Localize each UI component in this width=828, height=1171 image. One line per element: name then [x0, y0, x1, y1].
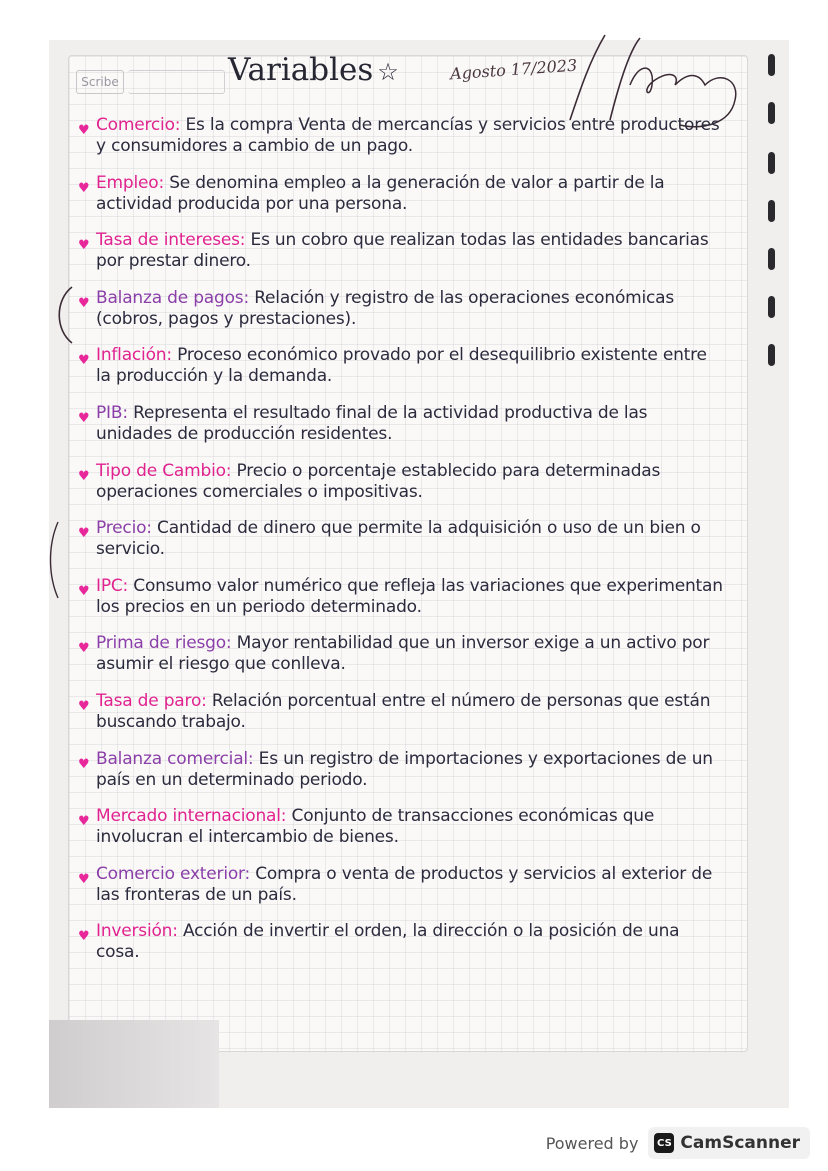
- definition: Mayor rentabilidad que un inversor exige a un activo por asumir el riesgo que conlleva.: [96, 633, 710, 675]
- heart-bullet-icon: ♥: [78, 871, 90, 887]
- heart-bullet-icon: ♥: [78, 698, 90, 714]
- term: IPC:: [96, 575, 129, 596]
- list-item: [78, 345, 728, 403]
- list-item: [78, 921, 728, 979]
- heart-bullet-icon: ♥: [78, 180, 90, 196]
- page-title: [228, 52, 399, 88]
- binder-rings: [764, 48, 784, 368]
- definition: Cantidad de dinero que permite la adquisición o uso de un bien o servicio.: [96, 518, 701, 560]
- definition: Compra o venta de productos y servicios al exterior de las fronteras de un país.: [96, 863, 713, 905]
- list-item: [78, 576, 728, 634]
- date-text: Agosto 17/2023: [449, 55, 578, 84]
- definition: Relación porcentual entre el número de personas que están buscando trabajo.: [96, 690, 711, 732]
- term: Balanza comercial:: [96, 748, 254, 769]
- definition: Es un registro de importaciones y exportaciones de un país en un determinado periodo.: [96, 748, 713, 790]
- list-item: [78, 173, 728, 231]
- heart-bullet-icon: ♥: [78, 929, 90, 945]
- definition: Es la compra Venta de mercancías y servicios entre productores y consumidores a cambio de un pago.: [96, 115, 720, 156]
- term: Tasa de intereses:: [96, 230, 246, 251]
- term: Balanza de pagos:: [96, 287, 249, 308]
- term: Prima de riesgo:: [96, 633, 232, 654]
- heart-bullet-icon: ♥: [78, 641, 90, 657]
- list-item: [78, 230, 728, 288]
- list-item: [78, 864, 728, 922]
- star-icon: ☆: [377, 58, 399, 86]
- list-item: [78, 403, 728, 461]
- list-item: [78, 288, 728, 346]
- camscanner-logo-icon: CS: [654, 1133, 674, 1153]
- heart-bullet-icon: ♥: [78, 526, 90, 542]
- definition: Acción de invertir el orden, la dirección o la posición de una cosa.: [96, 921, 680, 963]
- scan-shadow: [49, 1020, 219, 1108]
- camscanner-brand-name: CamScanner: [680, 1133, 800, 1153]
- heart-bullet-icon: ♥: [78, 123, 90, 138]
- term: Mercado internacional:: [96, 806, 287, 827]
- heart-bullet-icon: ♥: [78, 583, 90, 599]
- definition: Precio o porcentaje establecido para determinadas operaciones comerciales o impositivas.: [96, 460, 661, 502]
- heart-bullet-icon: ♥: [78, 756, 90, 772]
- list-item: [78, 518, 728, 576]
- heart-bullet-icon: ♥: [78, 410, 90, 426]
- list-item: [78, 633, 728, 691]
- term: Comercio:: [96, 115, 181, 135]
- list-item: [78, 461, 728, 519]
- heart-bullet-icon: ♥: [78, 468, 90, 484]
- list-item: [78, 691, 728, 749]
- definition: Conjunto de transacciones económicas que involucran el intercambio de bienes.: [96, 806, 655, 848]
- margin-line: [40, 520, 70, 600]
- list-item: [78, 806, 728, 864]
- list-item: [78, 749, 728, 807]
- term: Empleo:: [96, 172, 165, 193]
- camscanner-footer: [546, 1127, 810, 1159]
- title-text: Variables: [228, 52, 374, 88]
- camscanner-badge[interactable]: [648, 1127, 810, 1159]
- term: Precio:: [96, 518, 152, 539]
- title-box: [128, 70, 225, 94]
- heart-bullet-icon: ♥: [78, 295, 90, 311]
- definitions-list: [78, 115, 728, 979]
- heart-bullet-icon: ♥: [78, 814, 90, 830]
- definition: Se denomina empleo a la generación de valor a partir de la actividad producida por una persona.: [96, 172, 665, 214]
- term: Inversión:: [96, 921, 178, 942]
- scribe-label: Scribe: [76, 70, 124, 94]
- term: PIB:: [96, 402, 128, 423]
- heart-bullet-icon: ♥: [78, 353, 90, 369]
- definition: Representa el resultado final de la actividad productiva de las unidades de producción residentes.: [96, 402, 648, 444]
- definition: Es un cobro que realizan todas las entidades bancarias por prestar dinero.: [96, 230, 709, 272]
- term: Comercio exterior:: [96, 863, 251, 884]
- term: Inflación:: [96, 345, 172, 366]
- heart-bullet-icon: ♥: [78, 238, 90, 254]
- term: Tasa de paro:: [96, 690, 207, 711]
- term: Tipo de Cambio:: [96, 460, 232, 481]
- definition: Proceso económico provado por el desequilibrio existente entre la producción y la demanda.: [96, 345, 707, 387]
- definition: Relación y registro de las operaciones económicas (cobros, pagos y prestaciones).: [96, 287, 675, 329]
- powered-by-label: Powered by: [545, 1133, 639, 1153]
- definition: Consumo valor numérico que refleja las variaciones que experimentan los precios en un periodo determinado.: [96, 575, 723, 617]
- list-item: [78, 115, 728, 173]
- margin-bracket: [50, 285, 80, 345]
